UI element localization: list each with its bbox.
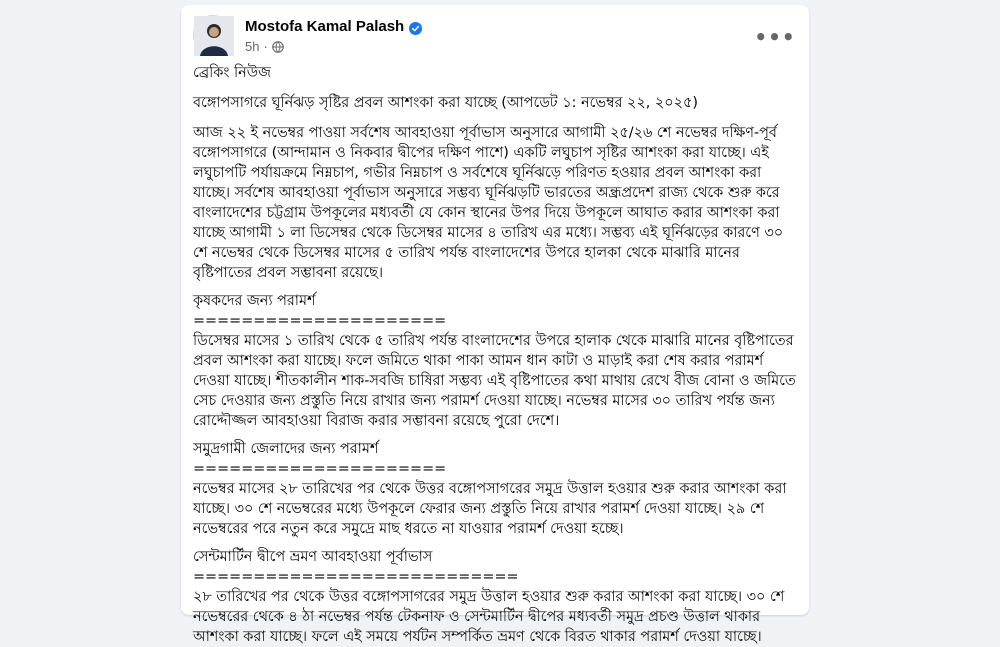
author-line	[245, 16, 422, 36]
verified-badge-icon	[409, 20, 422, 33]
fishers-paragraph: নভেম্বর মাসের ২৮ তারিখের পর থেকে উত্তর বঙ্গোপসাগরের সমুদ্র উত্তাল হওয়ার শুরু করার আশংকা করা যাচ্ছে। ৩০ শে নভেম্বরের মধ্যে উপকূলে ফেরার জন্য প্রস্তুতি নিয়ে রাখার পরামর্শ দেওয়া যাচ্ছে। ২৯ শে নভেম্বরের পরে নতুন করে সমুদ্রে মাছ ধরতে না যাওয়ার পরামর্শ দেওয়া হচ্ছে।	[193, 481, 787, 537]
stmartin-section-title: সেন্টমার্টিন দ্বীপে ভ্রমণ আবহাওয়া পূর্বাভাস	[193, 549, 433, 565]
author-avatar[interactable]	[193, 15, 233, 55]
stmartin-divider: ===========================	[193, 569, 519, 585]
breaking-label: ব্রেকিং নিউজ	[193, 65, 271, 81]
post-header	[193, 15, 797, 59]
post-meta	[245, 39, 284, 54]
post-time[interactable]: 5h	[245, 39, 260, 54]
farmers-paragraph: ডিসেম্বর মাসের ১ তারিখ থেকে ৫ তারিখ পর্যন্ত বাংলাদেশের উপরে হালাক থেকে মাঝারি মানের বৃষ্টিপাতের প্রবল আশংকা করা যাচ্ছে। ফলে জমিতে থাকা পাকা আমন ধান কাটা ও মাড়াই করা শেষ করার পরামর্শ দেওয়া যাচ্ছে। শীতকালীন শাক-সবজি চাষিরা সম্ভব্য এই বৃষ্টিপাতের কথা মাথায় রেখে বীজ বোনা ও জমিতে সেচ দেওয়ার জন্য প্রস্তুতি নিয়ে রাখার জন্য পরামর্শ দেওয়া যাচ্ছে। নভেম্বর মাসের ৩০ তারিখ পর্যন্ত জন্য রোদ্দৌজ্জল আবহাওয়া বিরাজ করার সম্ভাবনা রয়েছে পুরো দেশে।	[193, 333, 796, 429]
more-horizontal-icon: •••	[754, 25, 796, 49]
meta-separator: ·	[263, 39, 268, 54]
intro-paragraph: আজ ২২ ই নভেম্বর পাওয়া সর্বশেষ আবহাওয়া পূর্বাভাস অনুসারে আগামী ২৫/২৬ শে নভেম্বর দক্ষিণ-পূর্ব বঙ্গোপসাগরে (আন্দামান ও নিকবার দ্বীপের দক্ষিণ পাশে) একটি লঘুচাপ সৃষ্টির আশংকা করা যাচ্ছে। এই লঘুচাপটি পর্যায়ক্রমে নিম্নচাপ, গভীর নিম্নচাপ ও সর্বশেষে ঘূর্নিঝড়ে পরিণত হওয়ার প্রবল আশংকা করা যাচ্ছে। সর্বশেষ আবহাওয়া পূর্বাভাস অনুসারে সম্ভব্য ঘূর্নিঝড়টি ভারতের অন্ধ্রপ্রদেশ রাজ্য থেকে শুরু করে বাংলাদেশের চট্টগ্রাম উপকূলের মধ্যবর্তী যে কোন স্থানের উপর দিয়ে উপকূলে আঘাত করার আশংকা করা যাচ্ছে আগামী ১ লা ডিসেম্বর থেকে ডিসেম্বর মাসের ৪ তারিখ এর মধ্যে। সম্ভব্য এই ঘূর্নিঝড়ের কারণে ৩০ শে নভেম্বর থেকে ডিসেম্বর মাসের ৫ তারিখ পর্যন্ত বাংলাদেশের উপরে হালকা থেকে মাঝারি মানের বৃষ্টিপাতের প্রবল সম্ভাবনা রয়েছে।	[193, 125, 784, 281]
fishers-section-title: সমুদ্রগামী জেলাদের জন্য পরামর্শ	[193, 441, 379, 457]
farmers-section-title: কৃষকদের জন্য পরামর্শ	[193, 293, 316, 309]
post-card	[181, 5, 809, 645]
more-options-button[interactable]	[754, 21, 796, 53]
post-headline: বঙ্গোপসাগরে ঘূর্নিঝড় সৃষ্টির প্রবল আশংকা করা যাচ্ছে (আপডেট ১: নভেম্বর ২২, ২০২৫)	[193, 95, 698, 111]
fishers-divider: =====================	[193, 461, 447, 477]
post-body	[193, 63, 797, 647]
author-name[interactable]: Mostofa Kamal Palash	[245, 17, 405, 35]
stmartin-paragraph: ২৮ তারিখের পর থেকে উত্তর বঙ্গোপসাগরের সমুদ্র উত্তাল হওয়ার শুরু করার আশংকা করা যাচ্ছে। ৩০ শে নভেম্বরের থেকে ৪ ঠা নভেম্বর পর্যন্ত টেকনাফ ও সেন্টমার্টিন দ্বীপের মধ্যবর্তী সমুদ্র প্রচণ্ড উত্তাল থাকার আশংকা করা যাচ্ছে। ফলে এই সময়ে পর্যটন সম্পর্কিত ভ্রমণ থেকে বিরত থাকার পরামর্শ দেওয়া যাচ্ছে।	[193, 589, 785, 645]
globe-icon[interactable]	[272, 41, 284, 53]
farmers-divider: =====================	[193, 313, 447, 329]
avatar-image	[194, 16, 234, 56]
